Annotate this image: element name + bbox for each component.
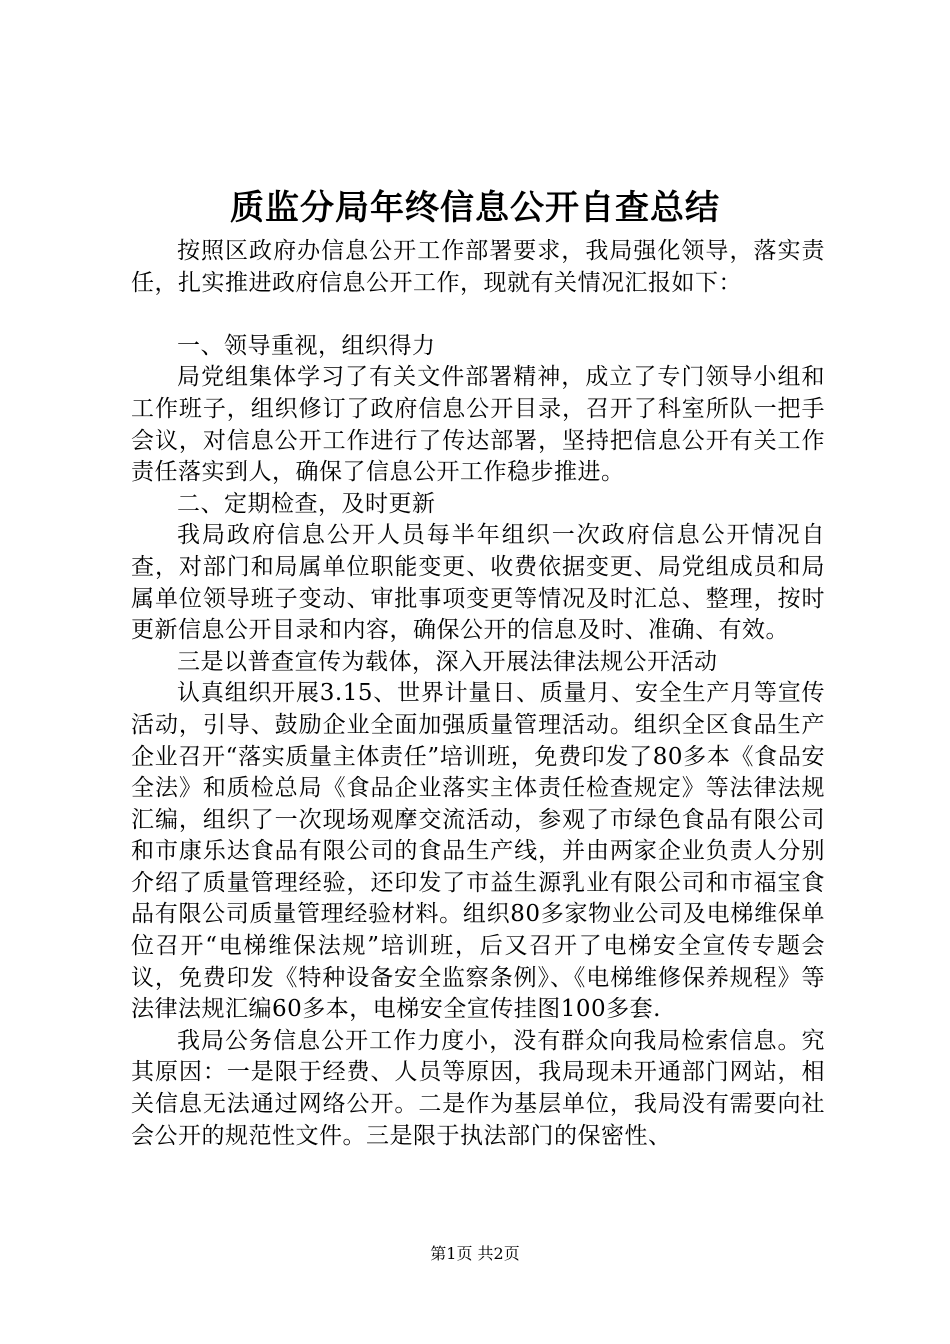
section-paragraph-2: 我局政府信息公开人员每半年组织一次政府信息公开情况自查，对部门和局属单位职能变更、收费依据变更、局党组成员和局属单位领导班子变动、审批事项变更等情况及时汇总、整理，按时更新信息公开目录和内容，确保公开的信息及时、准确、有效。 xyxy=(131,522,825,644)
section-heading-1: 一、领导重视，组织得力 xyxy=(177,332,436,359)
section-heading-2: 二、定期检查，及时更新 xyxy=(177,490,436,517)
section-heading-3: 三是以普查宣传为载体，深入开展法律法规公开活动 xyxy=(177,648,718,675)
issues-paragraph: 我局公务信息公开工作力度小，没有群众向我局检索信息。究其原因：一是限于经费、人员等原因，我局现未开通部门网站，相关信息无法通过网络公开。二是作为基层单位，我局没有需要向社会公开的规范性文件。三是限于执法部门的保密性、 xyxy=(131,1027,825,1149)
document-body xyxy=(131,236,825,1152)
intro-paragraph: 按照区政府办信息公开工作部署要求，我局强化领导，落实责任，扎实推进政府信息公开工作，现就有关情况汇报如下： xyxy=(131,238,825,296)
section-paragraph-3: 认真组织开展3.15、世界计量日、质量月、安全生产月等宣传活动，引导、鼓励企业全面加强质量管理活动。组织全区食品生产企业召开“落实质量主体责任”培训班，免费印发了80多本《食品安全法》和质检总局《食品企业落实主体责任检查规定》等法律法规汇编，组织了一次现场观摩交流活动，参观了市绿色食品有限公司和市康乐达食品有限公司的食品生产线，并由两家企业负责人分别介绍了质量管理经验，还印发了市益生源乳业有限公司和市福宝食品有限公司质量管理经验材料。组织80多家物业公司及电梯维保单位召开“电梯维保法规”培训班，后又召开了电梯安全宣传专题会议，免费印发《特种设备安全监察条例》、《电梯维修保养规程》等法律法规汇编60多本，电梯安全宣传挂图100多套. xyxy=(131,680,825,1023)
document-title: 质监分局年终信息公开自查总结 xyxy=(230,188,720,228)
page-number: 第1页 共2页 xyxy=(430,1244,520,1263)
section-paragraph-1: 局党组集体学习了有关文件部署精神，成立了专门领导小组和工作班子，组织修订了政府信息公开目录，召开了科室所队一把手会议，对信息公开工作进行了传达部署，坚持把信息公开有关工作责任落实到人，确保了信息公开工作稳步推进。 xyxy=(131,364,825,486)
